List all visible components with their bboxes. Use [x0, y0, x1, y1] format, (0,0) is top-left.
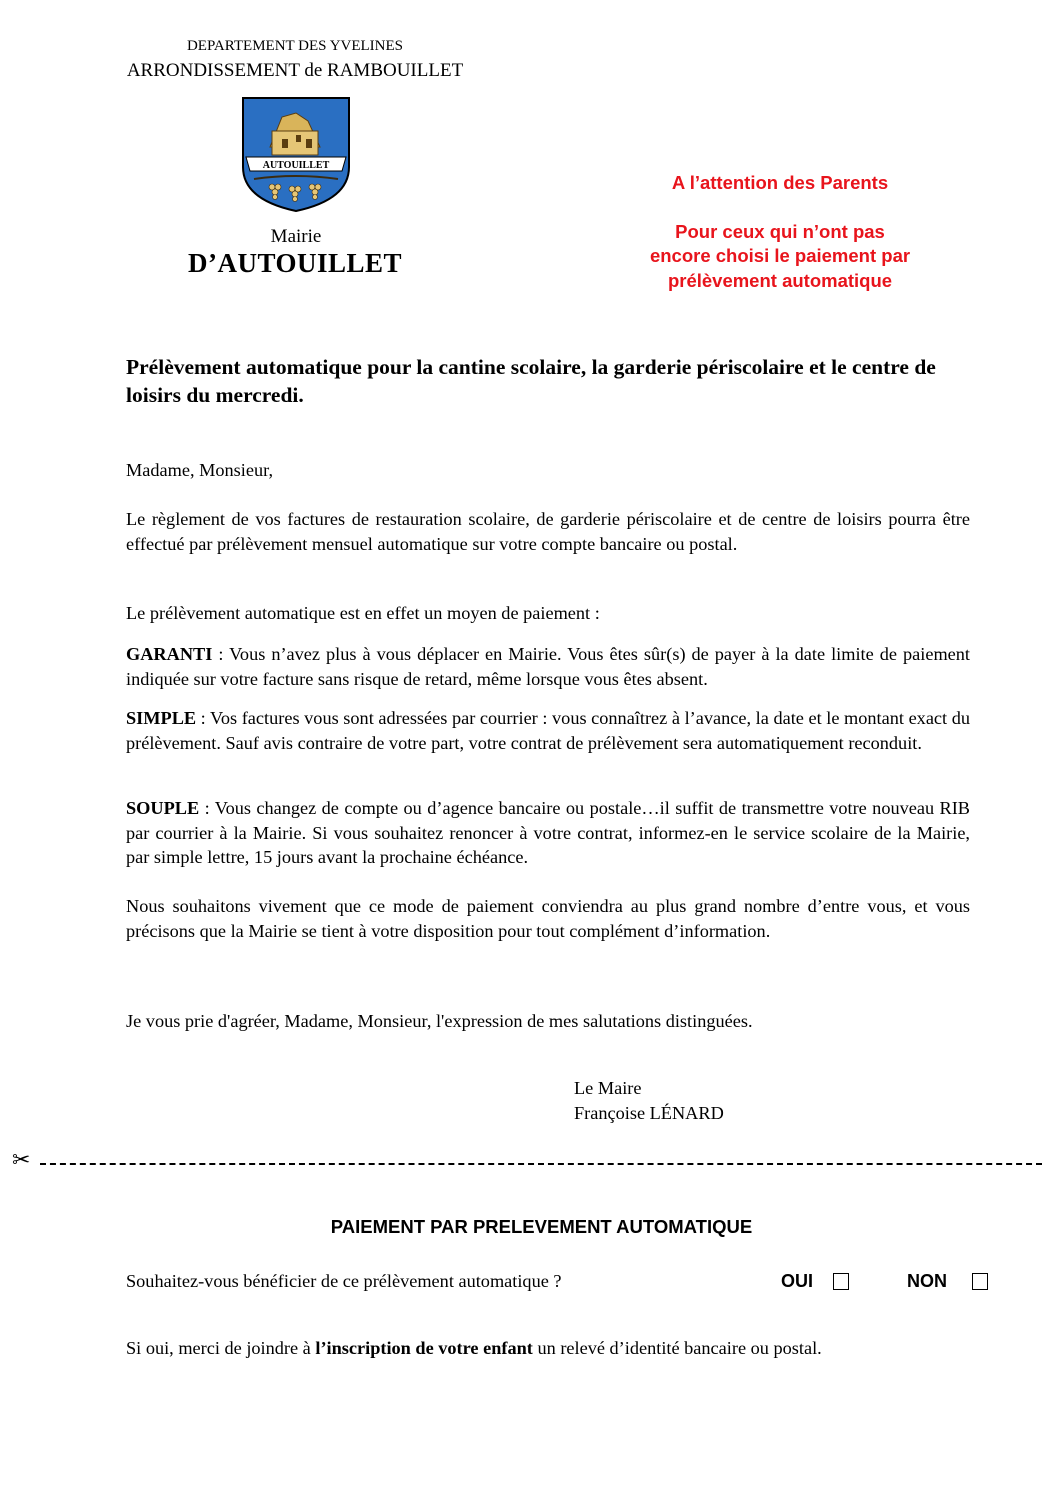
simple-label: SIMPLE: [126, 708, 197, 728]
greeting: Madame, Monsieur,: [126, 460, 274, 480]
no-checkbox[interactable]: [972, 1273, 988, 1290]
parents-notice: [590, 171, 970, 293]
paragraph-garanti: [126, 642, 970, 691]
yes-checkbox[interactable]: [833, 1273, 849, 1290]
paragraph-simple: [126, 706, 970, 755]
no-label: NON: [907, 1271, 947, 1291]
souple-text: : Vous changez de compte ou d’agence bancaire ou postale…il suffit de transmettre votre nouveau RIB par courrier à la Mairie. Si vous souhaitez renoncer à votre contrat, informez-en le service scolaire de la Mairie, par simple lettre, 15 jours avant la prochaine échéance.: [126, 798, 970, 867]
attachment-note: [126, 1338, 822, 1359]
department-heading: DEPARTEMENT DES YVELINES: [186, 38, 404, 54]
signature-block: [574, 1076, 724, 1126]
closing-formula: Je vous prie d'agréer, Madame, Monsieur, l'expression de mes salutations distinguées.: [126, 1011, 753, 1031]
garanti-text: : Vous n’avez plus à vous déplacer en Mairie. Vous êtes sûr(s) de payer à la date limite de paiement indiquée sur votre facture sans risque de retard, même lorsque vous êtes absent.: [126, 644, 970, 689]
signature-role: Le Maire: [574, 1078, 642, 1098]
notice-line-1: A l’attention des Parents: [671, 172, 889, 193]
note-before: Si oui, merci de joindre à: [126, 1338, 316, 1358]
note-after: un relevé d’identité bancaire ou postal.: [532, 1338, 822, 1358]
scissors-icon: ✂: [12, 1148, 31, 1173]
notice-line-3: encore choisi le paiement par: [649, 245, 911, 266]
note-bold: l’inscription de votre enfant: [315, 1338, 533, 1358]
form-title: PAIEMENT PAR PRELEVEMENT AUTOMATIQUE: [330, 1216, 753, 1237]
yes-label: OUI: [781, 1271, 814, 1291]
simple-text: : Vos factures vous sont adressées par courrier : vous connaîtrez à l’avance, la date et le montant exact du prélèvement. Sauf avis contraire de votre part, votre contrat de prélèvement sera automatiquement reconduit.: [126, 708, 970, 753]
crest-motto: AUTOUILLET: [262, 160, 330, 171]
paragraph-intro: Le règlement de vos factures de restauration scolaire, de garderie périscolaire et de centre de loisirs pourra être effectué par prélèvement mensuel automatique sur votre compte bancaire ou postal.: [126, 509, 970, 554]
town-name: D’AUTOUILLET: [187, 248, 403, 278]
paragraph-wish: Nous souhaitons vivement que ce mode de paiement conviendra au plus grand nombre d’entre vous, et vous précisons que la Mairie se tient à votre disposition pour tout complément d’information.: [126, 896, 970, 941]
notice-line-4: prélèvement automatique: [667, 269, 893, 291]
arrondissement-heading: ARRONDISSEMENT de RAMBOUILLET: [126, 60, 464, 81]
signature-name: Françoise LÉNARD: [574, 1103, 724, 1123]
paragraph-souple: [126, 796, 970, 870]
cut-line: [12, 1150, 1042, 1172]
mairie-label: Mairie: [270, 226, 322, 247]
garanti-label: GARANTI: [126, 644, 213, 664]
coat-of-arms-icon: [240, 95, 352, 213]
paragraph-means: Le prélèvement automatique est en effet un moyen de paiement :: [126, 603, 600, 623]
souple-label: SOUPLE: [126, 798, 200, 818]
consent-question: Souhaitez-vous bénéficier de ce prélèvement automatique ?: [126, 1271, 562, 1291]
dashed-divider: [40, 1163, 1042, 1165]
letter-title: Prélèvement automatique pour la cantine scolaire, la garderie périscolaire et le centre de loisirs du mercredi.: [126, 355, 936, 407]
notice-line-2: Pour ceux qui n’ont pas: [675, 220, 885, 242]
